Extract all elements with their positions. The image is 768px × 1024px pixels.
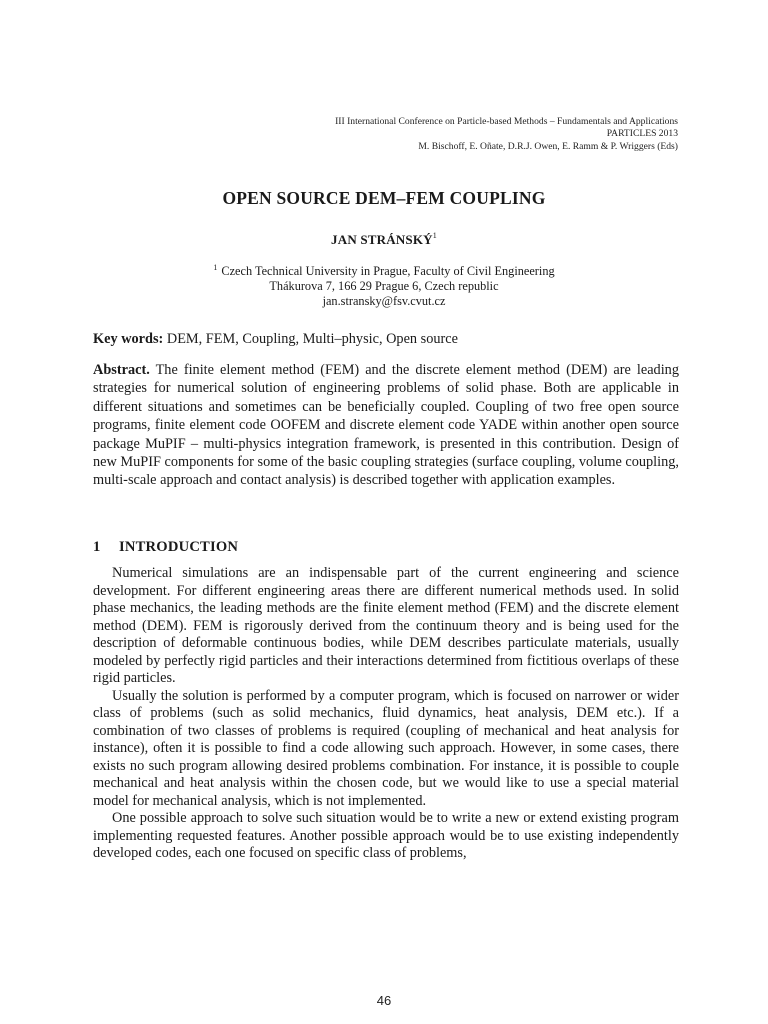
page-number: 46 bbox=[376, 993, 392, 1008]
section-title: INTRODUCTION bbox=[119, 539, 239, 555]
conference-short-name: PARTICLES 2013 bbox=[606, 128, 678, 140]
section-body bbox=[93, 565, 679, 863]
affiliation-mark: 1 bbox=[213, 263, 218, 272]
section-heading bbox=[93, 539, 238, 556]
abstract bbox=[93, 361, 679, 490]
author-name: JAN STRÁNSKÝ bbox=[331, 232, 433, 247]
abstract-text: The finite element method (FEM) and the discrete element method (DEM) are leading strategies for numerical solution of engineering problems of solid phase. Both are applicable in different situations and sometimes can be beneficially coupled. Coupling of two free open source programs, finite element code OOFEM and discrete element code YADE within another open source package MuPIF – multi-physics integration framework, is presented in this contribution. Design of new MuPIF components for some of the basic coupling strategies (surface coupling, volume coupling, multi-scale approach and contact analysis) is described together with application examples. bbox=[93, 362, 679, 489]
affiliation-line1: Czech Technical University in Prague, Faculty of Civil Engineering bbox=[221, 264, 555, 278]
author-affiliation-mark: 1 bbox=[432, 231, 437, 240]
affiliation-block bbox=[0, 260, 768, 310]
paper-title: OPEN SOURCE DEM–FEM COUPLING bbox=[222, 188, 546, 208]
affiliation-address: Thákurova 7, 166 29 Prague 6, Czech republic bbox=[269, 279, 499, 294]
keywords-label: Key words: bbox=[93, 331, 164, 347]
body-paragraph: Usually the solution is performed by a computer program, which is focused on narrower or wider class of problems (such as solid mechanics, fluid dynamics, heat analysis, DEM etc.). If a combination of two classes of problems is required (coupling of mechanical and heat analysis for instance), often it is possible to find a code allowing such approach. However, in some cases, there exists no such program allowing desired problems combination. For instance, it is possible to couple mechanical and heat analysis within the chosen code, but we would like to use a special material model for mechanical analysis, which is not implemented. bbox=[93, 687, 679, 809]
conference-header bbox=[335, 116, 678, 153]
section-number: 1 bbox=[93, 539, 101, 555]
affiliation-institution bbox=[0, 260, 768, 279]
author-line bbox=[0, 231, 768, 248]
body-paragraph: One possible approach to solve such situation would be to write a new or extend existing program implementing requested features. Another possible approach would be to use existing independently developed codes, each one focused on specific class of problems, bbox=[93, 810, 679, 861]
affiliation-email: jan.stransky@fsv.cvut.cz bbox=[322, 294, 446, 309]
keywords bbox=[93, 331, 683, 348]
conference-name: III International Conference on Particle-based Methods – Fundamentals and Applications bbox=[335, 116, 678, 127]
abstract-label: Abstract. bbox=[93, 362, 150, 378]
keywords-text: DEM, FEM, Coupling, Multi–physic, Open source bbox=[166, 331, 458, 347]
body-paragraph: Numerical simulations are an indispensable part of the current engineering and science development. For different engineering areas there are different numerical methods used. In solid phase mechanics, the leading methods are the finite element method (FEM) and the discrete element method (DEM). FEM is rigorously derived from the continuum theory and is being used for the description of deformable continuous bodies, while DEM describes particulate materials, usually modeled by perfectly rigid particles and their interactions determined from fictitious overlaps of these rigid particles. bbox=[93, 565, 679, 686]
conference-editors: M. Bischoff, E. Oñate, D.R.J. Owen, E. Ramm & P. Wriggers (Eds) bbox=[418, 140, 678, 152]
